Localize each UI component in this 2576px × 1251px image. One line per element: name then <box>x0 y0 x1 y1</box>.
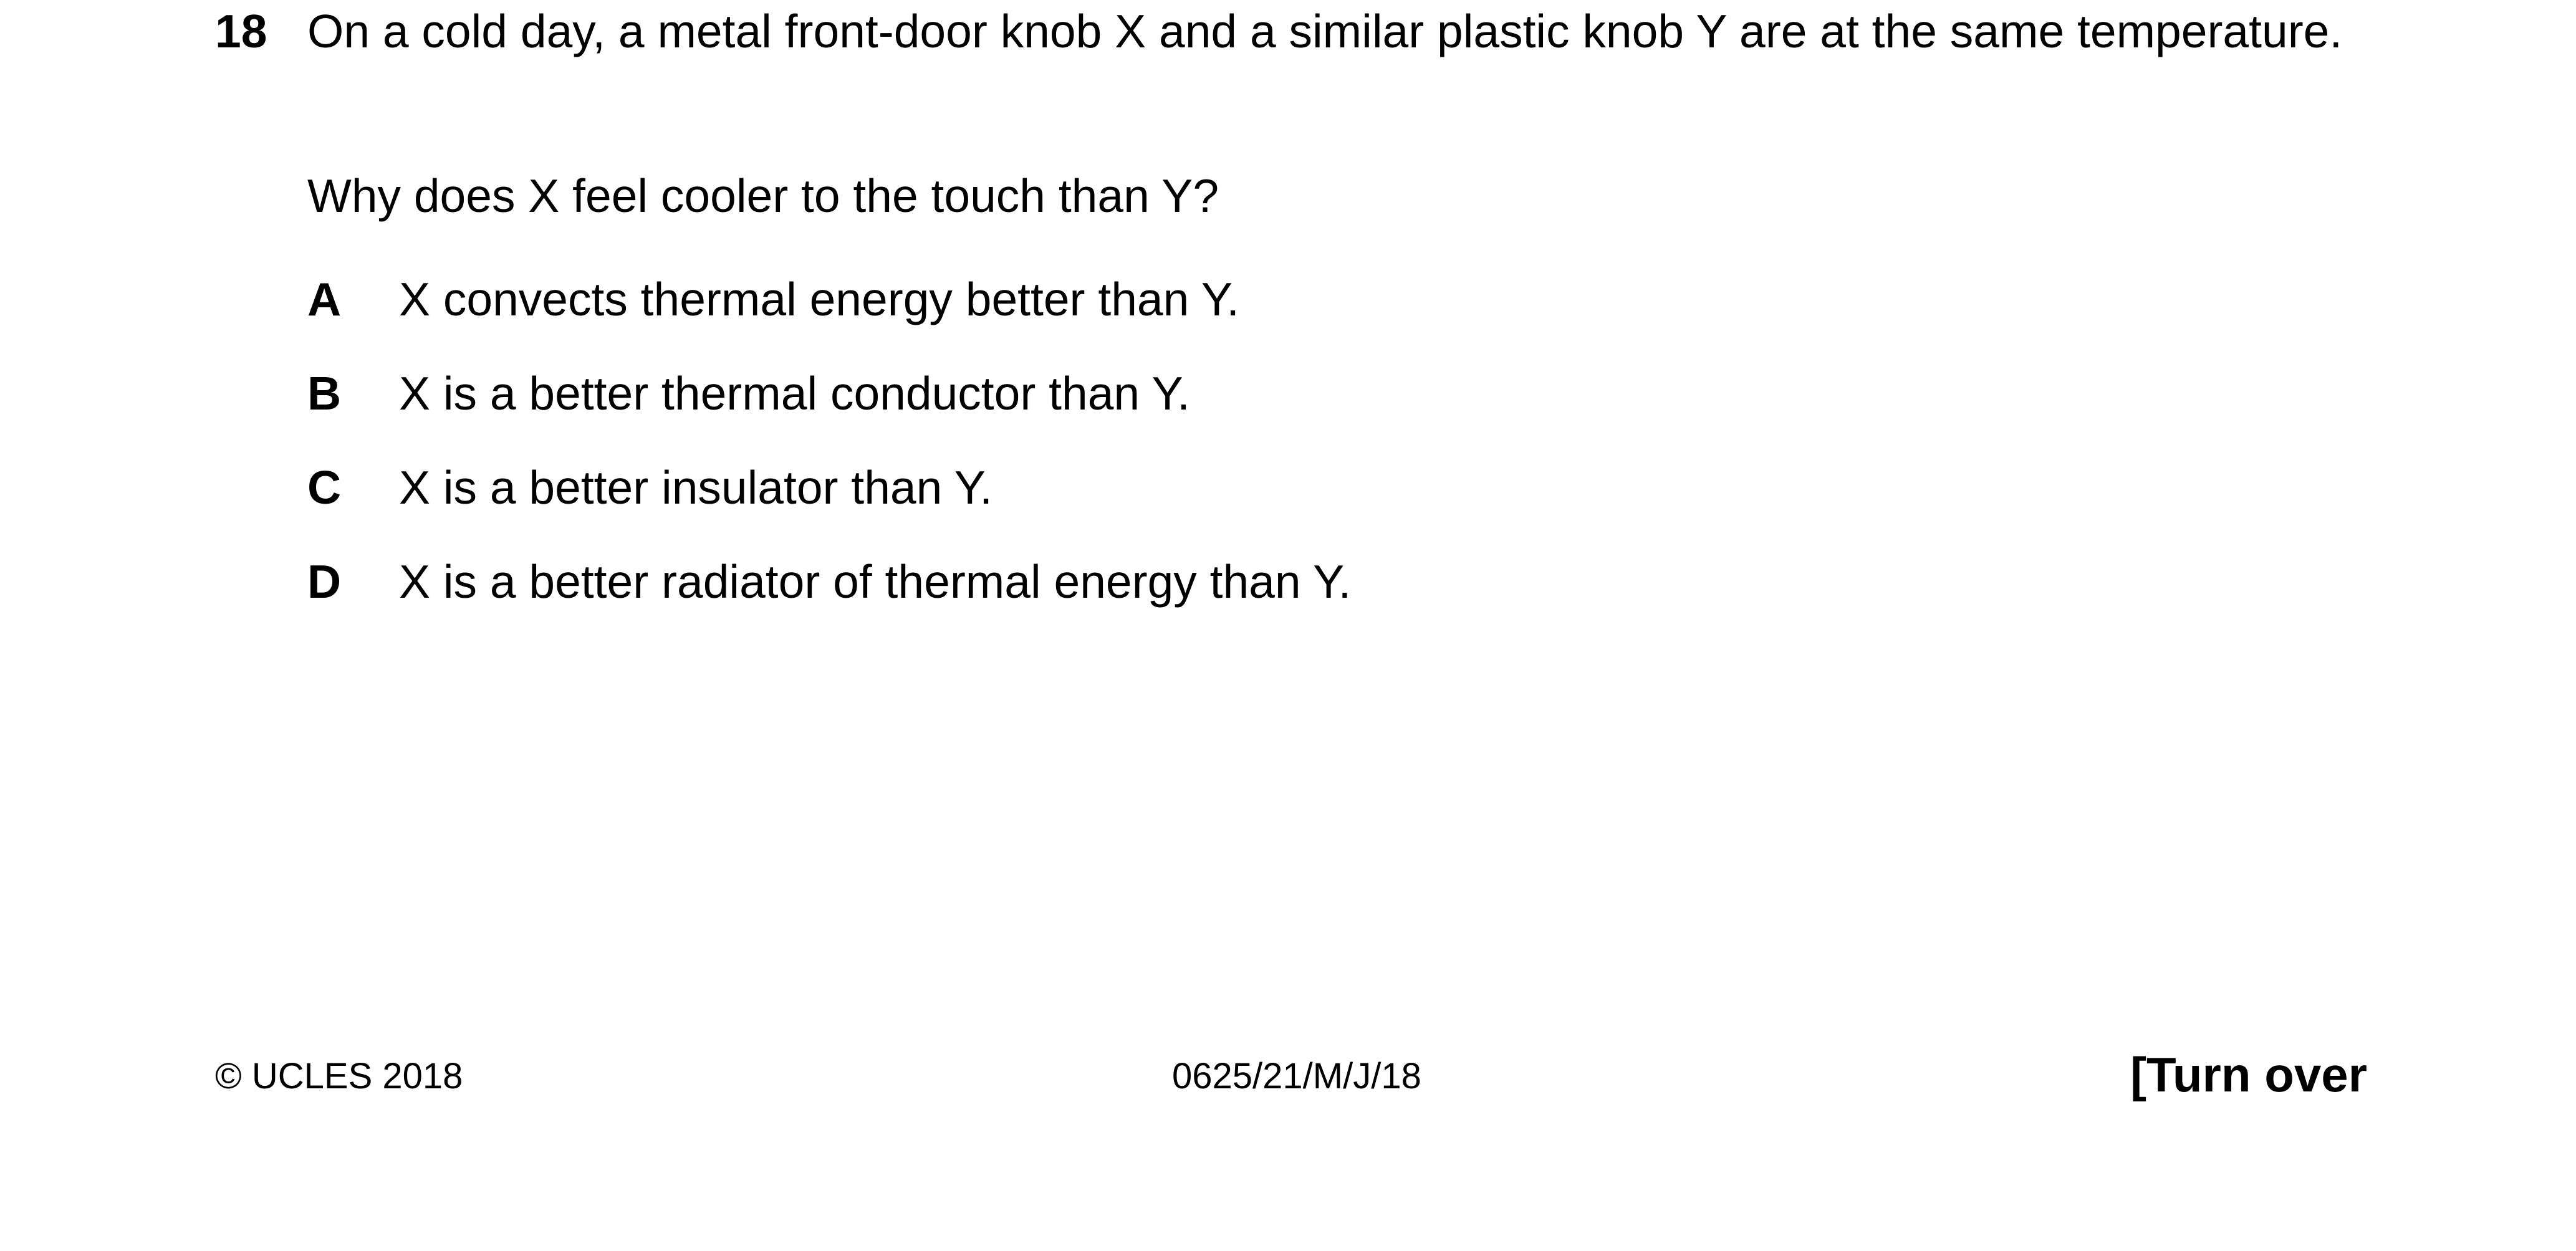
option-d-letter: D <box>307 555 342 608</box>
question-prompt: Why does X feel cooler to the touch than Y? <box>307 170 1219 222</box>
option-d-text: X is a better radiator of thermal energy than Y. <box>399 555 1352 608</box>
footer-copyright: © UCLES 2018 <box>215 1056 463 1096</box>
question-number: 18 <box>215 5 267 57</box>
option-c-text: X is a better insulator than Y. <box>399 461 993 514</box>
option-a-letter: A <box>307 273 342 325</box>
option-a-text: X convects thermal energy better than Y. <box>399 273 1240 325</box>
option-b-letter: B <box>307 367 342 419</box>
footer-paper-code: 0625/21/M/J/18 <box>1172 1056 1421 1096</box>
option-b-text: X is a better thermal conductor than Y. <box>399 367 1190 419</box>
footer-turn-over: [Turn over <box>2130 1047 2367 1102</box>
option-c-letter: C <box>307 461 342 514</box>
question-stem: On a cold day, a metal front-door knob X and a similar plastic knob Y are at the same temperature. <box>307 5 2343 57</box>
